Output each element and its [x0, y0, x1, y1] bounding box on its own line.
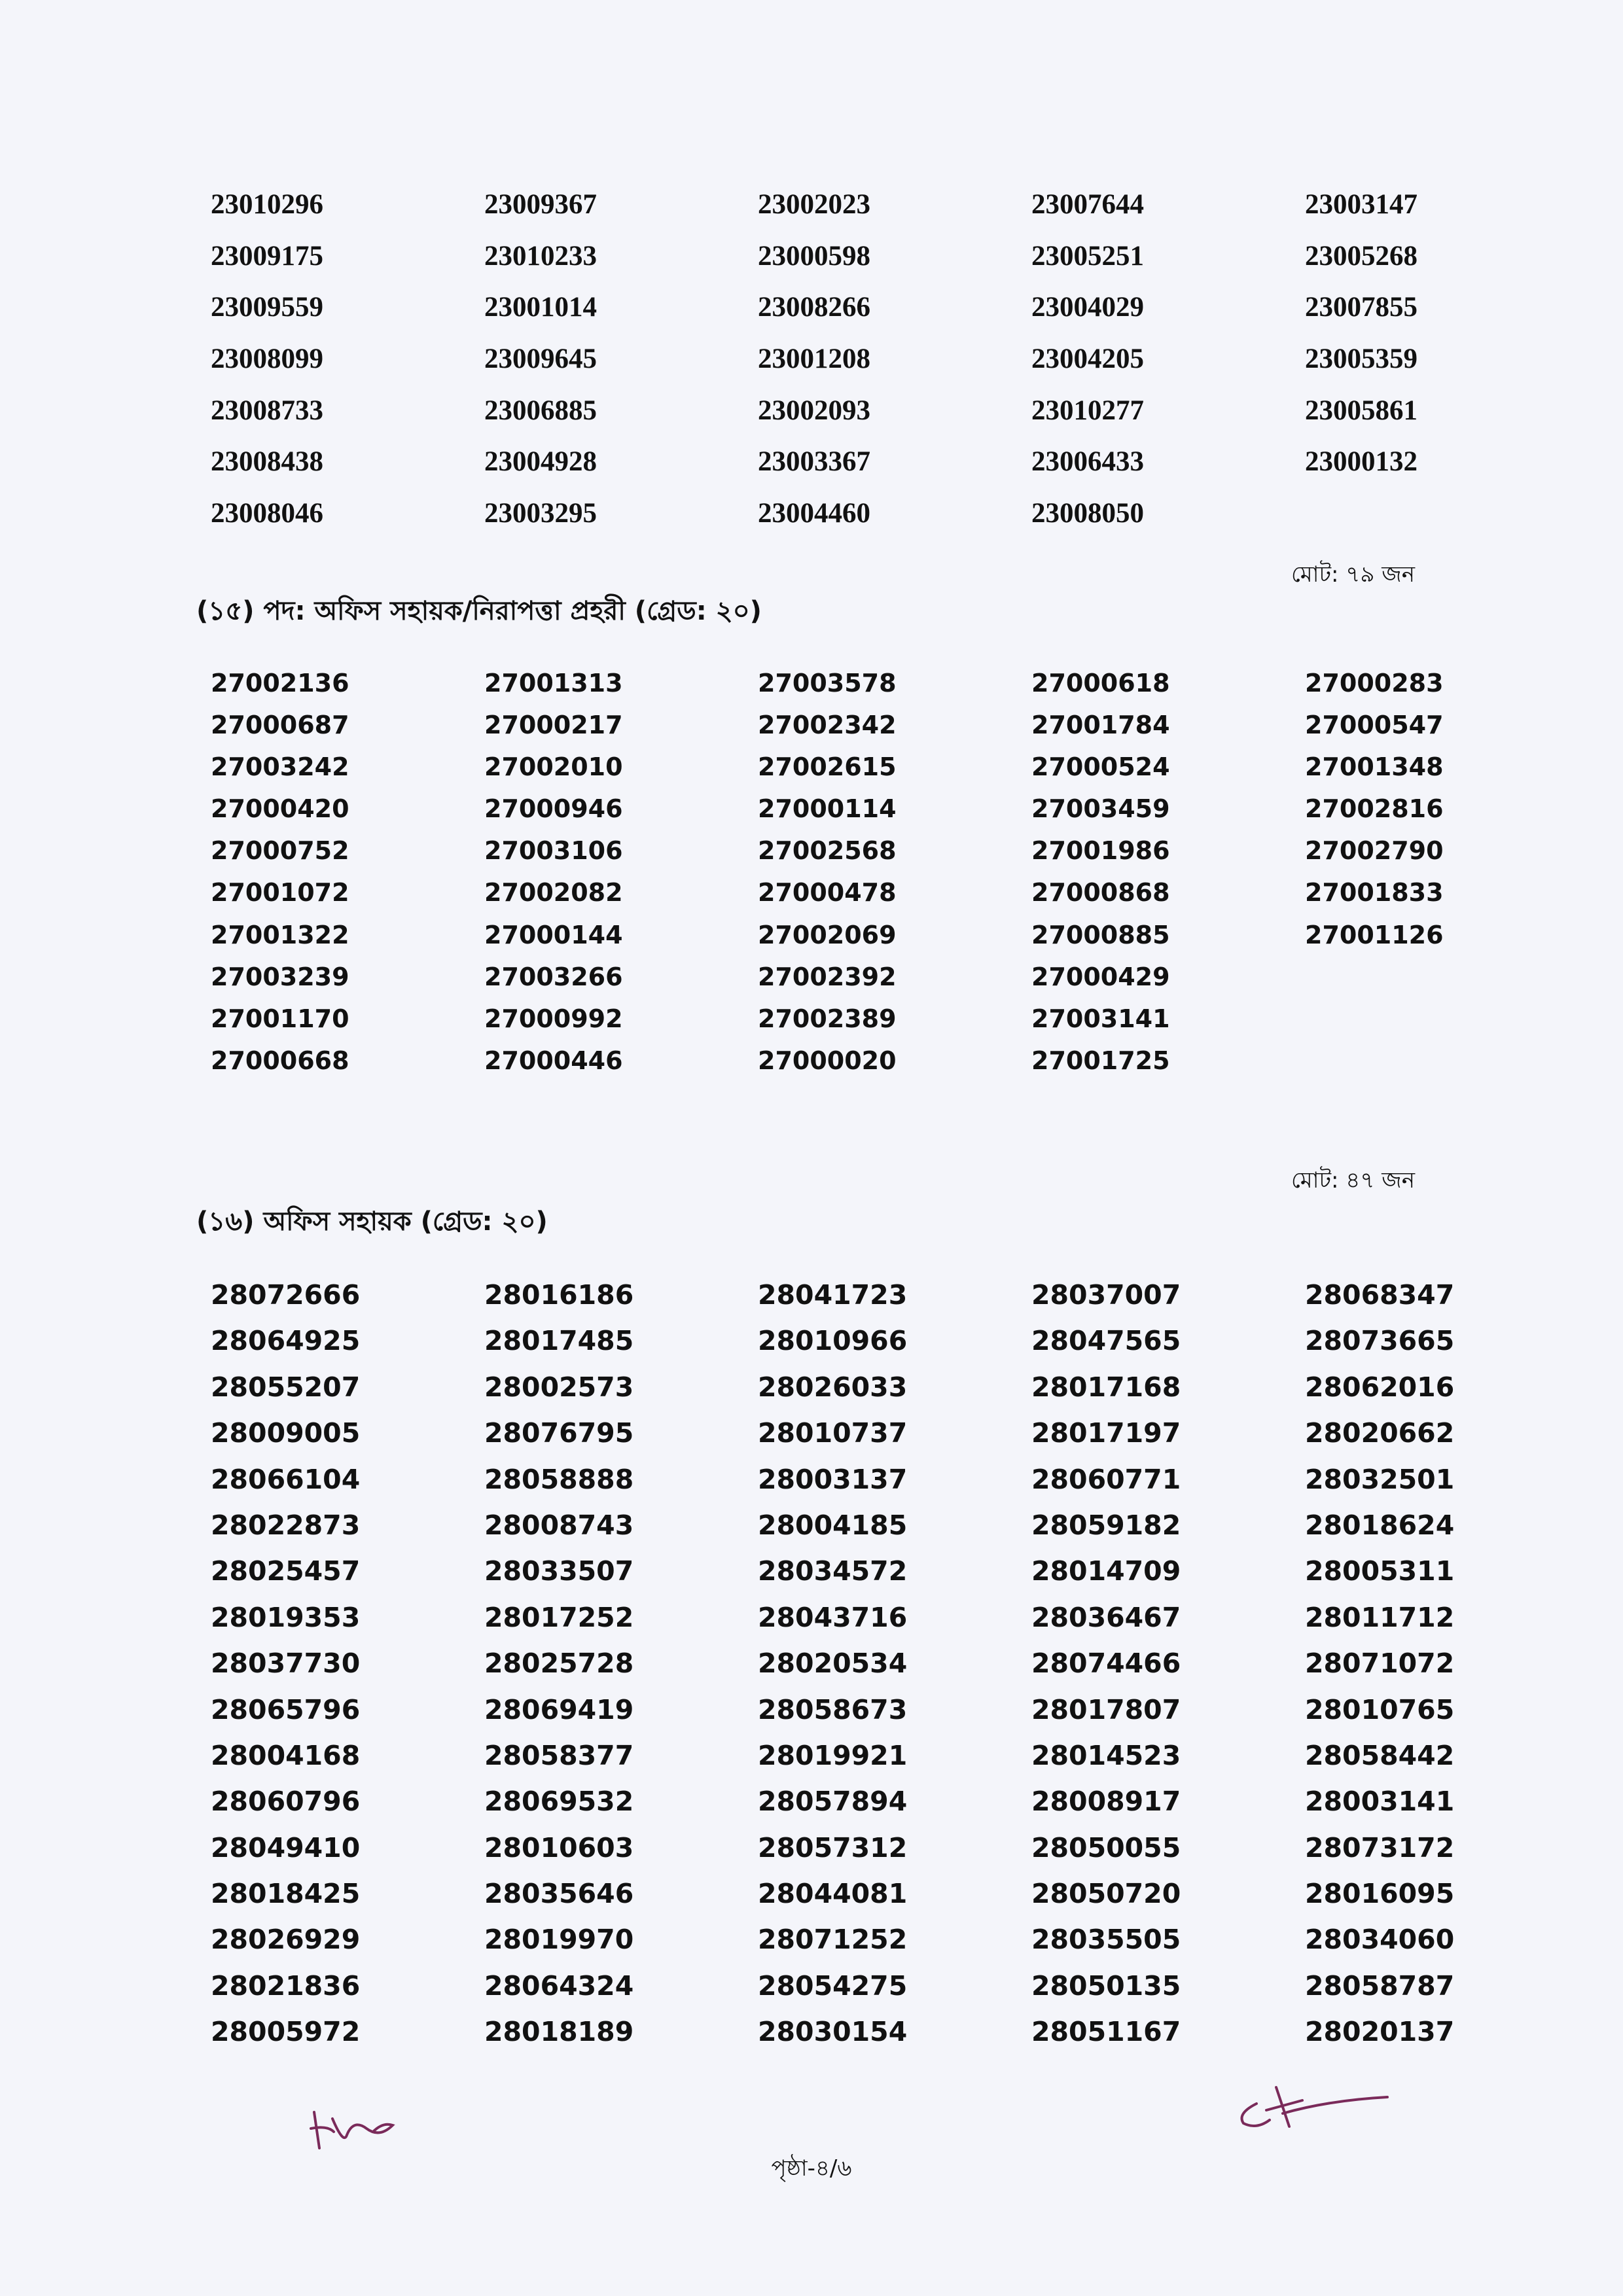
roll-number-cell: 23009559 [211, 292, 323, 323]
roll-number-cell: 28022873 [211, 1509, 361, 1541]
roll-number-cell: 27000946 [484, 794, 623, 824]
roll-number-cell: 23000132 [1305, 446, 1418, 478]
roll-number-cell: 27001986 [1031, 836, 1170, 866]
section-15-heading: (১৫) পদ: অফিস সহায়ক/নিরাপত্তা প্রহরী (গ্রেড: ২০) [196, 596, 762, 626]
roll-number-cell: 28016095 [1305, 1878, 1455, 1910]
roll-number-cell: 23002023 [758, 189, 870, 220]
roll-number-cell: 27003242 [211, 752, 349, 782]
roll-number-cell: 28076795 [484, 1417, 634, 1449]
roll-number-cell: 27000885 [1031, 920, 1170, 949]
roll-number-cell: 28032501 [1305, 1463, 1455, 1495]
roll-number-cell: 28054275 [758, 1969, 908, 2002]
roll-number-cell: 28018624 [1305, 1509, 1455, 1541]
roll-number-cell: 28020662 [1305, 1417, 1455, 1449]
roll-number-cell: 27003106 [484, 836, 623, 866]
roll-number-cell: 27000547 [1305, 711, 1444, 740]
roll-number-cell: 23008438 [211, 446, 323, 478]
roll-number-cell: 23000598 [758, 240, 870, 272]
roll-number-cell: 23008099 [211, 344, 323, 375]
roll-number-cell: 28044081 [758, 1878, 908, 1910]
roll-number-cell: 27002568 [758, 836, 897, 866]
roll-number-cell: 27001170 [211, 1004, 349, 1033]
roll-number-cell: 28016186 [484, 1279, 634, 1311]
roll-number-cell: 23005268 [1305, 240, 1418, 272]
roll-number-cell: 28069419 [484, 1693, 634, 1725]
roll-number-cell: 23004029 [1031, 292, 1144, 323]
roll-number-cell: 28064925 [211, 1325, 361, 1357]
roll-number-cell: 28062016 [1305, 1371, 1455, 1403]
roll-number-cell: 27002816 [1305, 794, 1444, 824]
roll-number-cell: 27001348 [1305, 752, 1444, 782]
roll-number-cell: 28003137 [758, 1463, 908, 1495]
roll-number-cell: 28059182 [1031, 1509, 1181, 1541]
roll-number-cell: 28010603 [484, 1831, 634, 1863]
roll-number-cell: 27000020 [758, 1046, 897, 1075]
roll-number-cell: 28050135 [1031, 1969, 1181, 2002]
roll-number-grid-section-1 [211, 188, 1578, 549]
roll-number-cell: 23001014 [484, 292, 597, 323]
roll-number-cell: 28050720 [1031, 1878, 1181, 1910]
roll-number-cell: 28049410 [211, 1831, 361, 1863]
roll-number-cell: 27002082 [484, 878, 623, 908]
roll-number-cell: 27000114 [758, 794, 897, 824]
roll-number-cell: 28019353 [211, 1601, 361, 1633]
roll-number-cell: 23004460 [758, 498, 870, 529]
roll-number-cell: 28051167 [1031, 2016, 1181, 2048]
roll-number-cell: 28036467 [1031, 1601, 1181, 1633]
roll-number-cell: 27002790 [1305, 836, 1444, 866]
roll-number-cell: 28017197 [1031, 1417, 1181, 1449]
roll-number-cell: 28020534 [758, 1648, 908, 1680]
roll-number-cell: 28026033 [758, 1371, 908, 1403]
roll-number-cell: 27000420 [211, 794, 349, 824]
roll-number-cell: 28014709 [1031, 1555, 1181, 1587]
roll-number-cell: 28055207 [211, 1371, 361, 1403]
roll-number-cell: 27002615 [758, 752, 897, 782]
roll-number-cell: 27000992 [484, 1004, 623, 1033]
roll-number-cell: 28010966 [758, 1325, 908, 1357]
roll-number-cell: 28005311 [1305, 1555, 1455, 1587]
roll-number-cell: 28017168 [1031, 1371, 1181, 1403]
roll-number-cell: 28043716 [758, 1601, 908, 1633]
roll-number-cell: 28018425 [211, 1878, 361, 1910]
roll-number-cell: 28004185 [758, 1509, 908, 1541]
roll-number-cell: 27002389 [758, 1004, 897, 1033]
roll-number-cell: 27001322 [211, 920, 349, 949]
roll-number-cell: 28014523 [1031, 1739, 1181, 1771]
roll-number-cell: 28002573 [484, 1371, 634, 1403]
page-number: পৃষ্ঠা-৪/৬ [771, 2155, 852, 2181]
roll-number-cell: 28057312 [758, 1831, 908, 1863]
roll-number-cell: 23009367 [484, 189, 597, 220]
roll-number-cell: 28058442 [1305, 1739, 1455, 1771]
roll-number-cell: 27000429 [1031, 962, 1170, 991]
roll-number-cell: 27001313 [484, 669, 623, 698]
roll-number-cell: 23010233 [484, 240, 597, 272]
roll-number-cell: 28034060 [1305, 1924, 1455, 1956]
roll-number-cell: 28064324 [484, 1969, 634, 2002]
roll-number-cell: 28060771 [1031, 1463, 1181, 1495]
roll-number-cell: 23005359 [1305, 344, 1418, 375]
roll-number-cell: 28066104 [211, 1463, 361, 1495]
roll-number-cell [1305, 1004, 1578, 1046]
roll-number-cell: 28058673 [758, 1693, 908, 1725]
roll-number-cell: 28033507 [484, 1555, 634, 1587]
roll-number-cell: 23006433 [1031, 446, 1144, 478]
roll-number-cell: 27001725 [1031, 1046, 1170, 1075]
roll-number-cell: 28068347 [1305, 1279, 1455, 1311]
roll-number-cell: 28050055 [1031, 1831, 1181, 1863]
roll-number-cell: 27003578 [758, 669, 897, 698]
roll-number-cell: 28035646 [484, 1878, 634, 1910]
roll-number-cell: 28030154 [758, 2016, 908, 2048]
roll-number-grid-section-16 [211, 1279, 1578, 2062]
roll-number-cell: 28017807 [1031, 1693, 1181, 1725]
roll-number-cell: 27001833 [1305, 878, 1444, 908]
roll-number-cell: 23003367 [758, 446, 870, 478]
roll-number-cell: 28019921 [758, 1739, 908, 1771]
roll-number-cell: 23003147 [1305, 189, 1418, 220]
roll-number-cell: 27002136 [211, 669, 349, 698]
roll-number-cell: 23009645 [484, 344, 597, 375]
signature-right [1230, 2074, 1394, 2146]
roll-number-cell: 23009175 [211, 240, 323, 272]
roll-number-cell: 28010765 [1305, 1693, 1455, 1725]
roll-number-cell: 23001208 [758, 344, 870, 375]
roll-number-cell: 28047565 [1031, 1325, 1181, 1357]
roll-number-cell [1305, 963, 1578, 1004]
roll-number-cell: 27001072 [211, 878, 349, 908]
roll-number-cell: 27002010 [484, 752, 623, 782]
roll-number-cell: 28034572 [758, 1555, 908, 1587]
roll-number-cell: 23008733 [211, 395, 323, 426]
roll-number-cell [1305, 1046, 1578, 1088]
roll-number-cell: 23005861 [1305, 395, 1418, 426]
roll-number-cell: 27000687 [211, 711, 349, 740]
roll-number-cell: 28069532 [484, 1786, 634, 1818]
roll-number-cell: 27003459 [1031, 794, 1170, 824]
roll-number-cell: 28071072 [1305, 1648, 1455, 1680]
roll-number-cell: 27000446 [484, 1046, 623, 1075]
roll-number-cell: 28017252 [484, 1601, 634, 1633]
roll-number-cell: 27000217 [484, 711, 623, 740]
roll-number-cell: 28017485 [484, 1325, 634, 1357]
roll-number-cell: 27000144 [484, 920, 623, 949]
roll-number-cell: 28071252 [758, 1924, 908, 1956]
roll-number-cell: 28058888 [484, 1463, 634, 1495]
roll-number-cell: 28021836 [211, 1969, 361, 2002]
roll-number-cell: 23008046 [211, 498, 323, 529]
roll-number-cell: 28026929 [211, 1924, 361, 1956]
roll-number-cell: 28073665 [1305, 1325, 1455, 1357]
roll-number-cell: 27003266 [484, 962, 623, 991]
roll-number-cell: 27002342 [758, 711, 897, 740]
roll-number-cell: 28003141 [1305, 1786, 1455, 1818]
roll-number-cell: 28020137 [1305, 2016, 1455, 2048]
roll-number-cell: 28072666 [211, 1279, 361, 1311]
roll-number-cell: 28025728 [484, 1648, 634, 1680]
roll-number-cell: 28035505 [1031, 1924, 1181, 1956]
roll-number-cell: 28018189 [484, 2016, 634, 2048]
roll-number-cell: 28025457 [211, 1555, 361, 1587]
roll-number-cell: 23004205 [1031, 344, 1144, 375]
roll-number-cell: 23006885 [484, 395, 597, 426]
roll-number-cell: 28065796 [211, 1693, 361, 1725]
signature-left [308, 2099, 406, 2151]
roll-number-cell: 27001784 [1031, 711, 1170, 740]
roll-number-cell: 28008917 [1031, 1786, 1181, 1818]
roll-number-cell: 27000618 [1031, 669, 1170, 698]
roll-number-cell: 27000283 [1305, 669, 1444, 698]
roll-number-cell: 23007855 [1305, 292, 1418, 323]
roll-number-cell: 23008266 [758, 292, 870, 323]
roll-number-cell: 27000524 [1031, 752, 1170, 782]
roll-number-cell: 28037730 [211, 1648, 361, 1680]
section-1-total: মোট: ৭৯ জন [1291, 561, 1415, 588]
roll-number-cell: 23002093 [758, 395, 870, 426]
roll-number-cell: 28019970 [484, 1924, 634, 1956]
roll-number-cell: 23010277 [1031, 395, 1144, 426]
roll-number-cell: 28041723 [758, 1279, 908, 1311]
roll-number-cell: 23010296 [211, 189, 323, 220]
roll-number-cell: 23003295 [484, 498, 597, 529]
roll-number-cell: 27003141 [1031, 1004, 1170, 1033]
roll-number-cell: 28057894 [758, 1786, 908, 1818]
roll-number-cell: 23004928 [484, 446, 597, 478]
roll-number-cell: 28037007 [1031, 1279, 1181, 1311]
roll-number-cell: 28011712 [1305, 1601, 1455, 1633]
roll-number-cell: 28008743 [484, 1509, 634, 1541]
roll-number-cell: 27001126 [1305, 920, 1444, 949]
section-16-heading: (১৬) অফিস সহায়ক (গ্রেড: ২০) [196, 1207, 548, 1237]
roll-number-cell: 28009005 [211, 1417, 361, 1449]
roll-number-cell: 23007644 [1031, 189, 1144, 220]
roll-number-cell: 27002392 [758, 962, 897, 991]
roll-number-cell: 28005972 [211, 2016, 361, 2048]
roll-number-cell: 27000868 [1031, 878, 1170, 908]
roll-number-cell: 28074466 [1031, 1648, 1181, 1680]
roll-number-cell: 27002069 [758, 920, 897, 949]
roll-number-cell: 28058377 [484, 1739, 634, 1771]
roll-number-cell: 27000668 [211, 1046, 349, 1075]
roll-number-cell: 23005251 [1031, 240, 1144, 272]
roll-number-cell: 28058787 [1305, 1969, 1455, 2002]
roll-number-cell: 27000478 [758, 878, 897, 908]
roll-number-cell: 28010737 [758, 1417, 908, 1449]
roll-number-cell: 23008050 [1031, 498, 1144, 529]
roll-number-cell: 27000752 [211, 836, 349, 866]
roll-number-cell: 28060796 [211, 1786, 361, 1818]
roll-number-cell: 27003239 [211, 962, 349, 991]
roll-number-grid-section-15 [211, 669, 1578, 1088]
roll-number-cell: 28004168 [211, 1739, 361, 1771]
section-15-total: মোট: ৪৭ জন [1291, 1167, 1415, 1193]
roll-number-cell: 28073172 [1305, 1831, 1455, 1863]
